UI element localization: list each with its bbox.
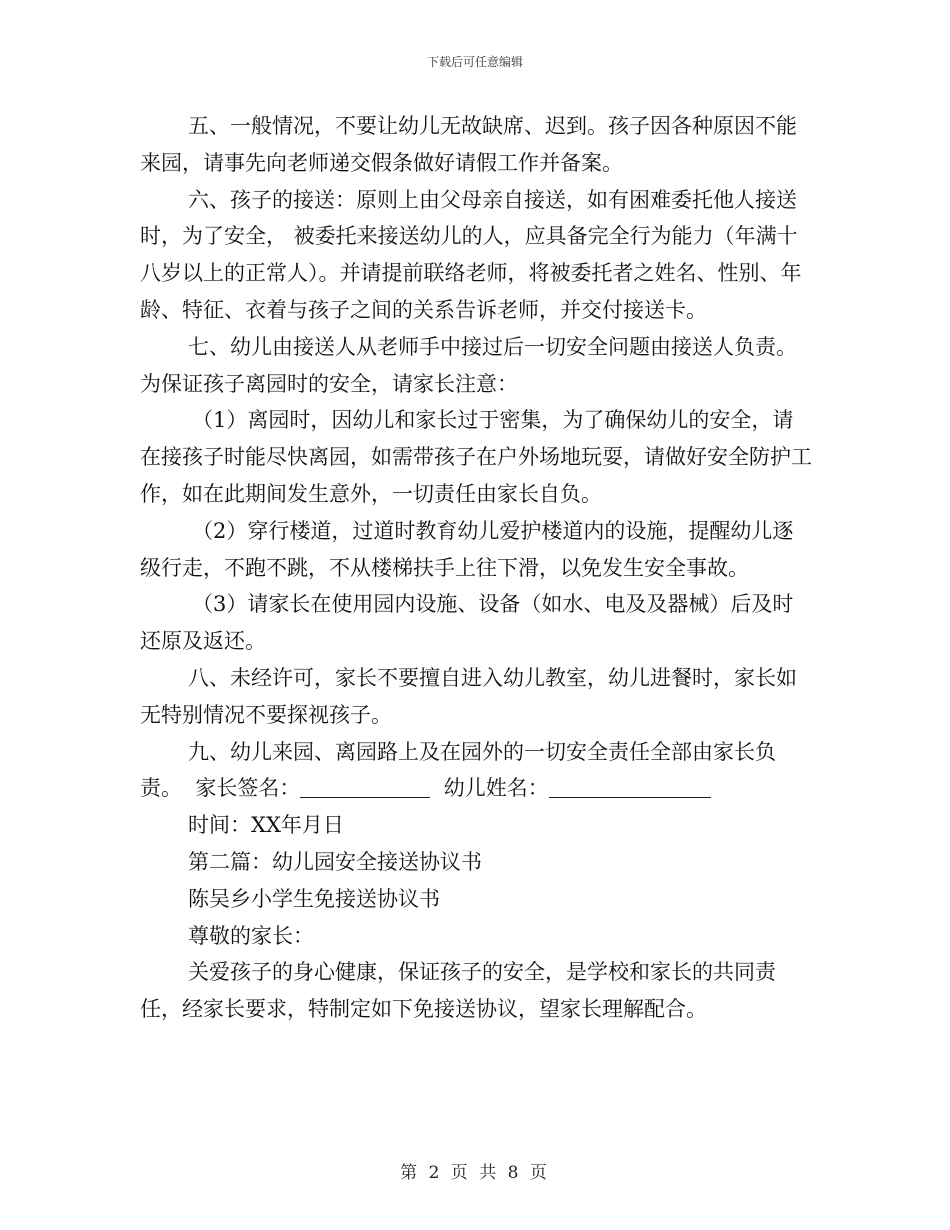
paragraph-9-text: 九、幼儿来园、离园路上及在园外的一切安全责任全部由家长负责。 (140, 739, 776, 801)
paragraph-7: 七、幼儿由接送人从老师手中接过后一切安全问题由接送人负责。为保证孩子离园时的安全，请家长注意： (140, 334, 797, 396)
child-name-label: 幼儿姓名： (443, 776, 549, 801)
paragraph-7-item-2: （2）穿行楼道，过道时教育幼儿爱护楼道内的设施，提醒幼儿逐级行走，不跑不跳，不从楼梯扶手上往下滑，以免发生安全事故。 (140, 518, 794, 580)
paragraph-5: 五、一般情况，不要让幼儿无故缺席、迟到。孩子因各种原因不能来园，请事先向老师递交假条做好请假工作并备案。 (140, 114, 797, 175)
child-name-blank[interactable] (549, 777, 711, 798)
doc-title: 陈吴乡小学生免接送协议书 (188, 886, 440, 911)
paragraph-7-item-3: （3）请家长在使用园内设施、设备（如水、电及及器械）后及时还原及返还。 (140, 592, 794, 654)
paragraph-8: 八、未经许可，家长不要擅自进入幼儿教室，幼儿进餐时，家长如无特别情况不要探视孩子。 (140, 665, 797, 727)
parent-sign-label: 家长签名： (195, 776, 301, 801)
page-footer: 第 2 页 共 8 页 (400, 1163, 550, 1183)
paragraph-7-item-1: （1）离园时，因幼儿和家长过于密集，为了确保幼儿的安全，请在接孩子时能尽快离园，如需带孩子在户外场地玩耍，请做好安全防护工作，如在此期间发生意外，一切责任由家长自负。 (140, 408, 812, 506)
intro-paragraph: 关爱孩子的身心健康，保证孩子的安全，是学校和家长的共同责任，经家长要求，特制定如下免接送协议，望家长理解配合。 (140, 960, 776, 1022)
document-body (140, 108, 812, 1028)
page-header: 下载后可任意编辑 (426, 55, 523, 69)
time-line: 时间：XX年月日 (188, 813, 344, 838)
paragraph-9 (140, 734, 812, 808)
salutation: 尊敬的家长： (188, 923, 314, 948)
paragraph-6: 六、孩子的接送：原则上由父母亲自接送，如有困难委托他人接送时，为了安全， 被委托来接送幼儿的人，应具备完全行为能力（年满十八岁以上的正常人）。并请提前联络老师，将被委托者之姓名、性别、年龄、特征、衣着与孩子之间的关系告诉老师，并交付接送卡。 (140, 187, 802, 322)
part2-title: 第二篇：幼儿园安全接送协议书 (188, 849, 482, 874)
parent-sign-blank[interactable] (300, 777, 430, 798)
